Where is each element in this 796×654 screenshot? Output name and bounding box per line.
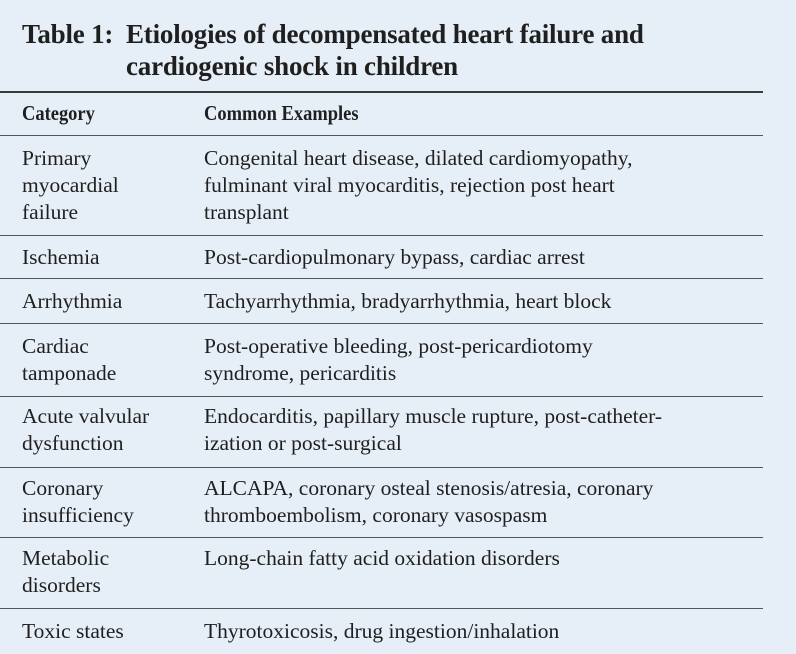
- top-rule: [0, 91, 763, 93]
- row-divider: [0, 537, 763, 538]
- cell-line: Arrhythmia: [22, 289, 123, 313]
- row-divider: [0, 467, 763, 468]
- cell-line: Acute valvular: [22, 404, 150, 428]
- cell-line: Long-chain fatty acid oxidation disorders: [204, 546, 560, 570]
- cell-line: thromboembolism, coronary vasospasm: [204, 503, 548, 527]
- row-divider: [0, 396, 763, 397]
- cell-line: failure: [22, 200, 79, 224]
- title-line-1: [22, 18, 782, 50]
- cell-line: fulminant viral myocarditis, rejection post heart: [204, 173, 615, 197]
- cell-line: Metabolic: [22, 546, 110, 570]
- cell-line: myocardial: [22, 173, 119, 197]
- header-category: Category: [22, 101, 95, 125]
- row-6-examples: [204, 475, 764, 529]
- cell-line: Primary: [22, 146, 92, 170]
- cell-line: ALCAPA, coronary osteal stenosis/atresia, coronary: [204, 476, 654, 500]
- cell-line: tamponade: [22, 361, 117, 385]
- row-8-category: [22, 618, 192, 645]
- row-1-examples: [204, 145, 764, 226]
- cell-line: ization or post-surgical: [204, 431, 402, 455]
- cell-line: dysfunction: [22, 431, 124, 455]
- row-1-category: [22, 145, 192, 226]
- row-4-category: [22, 333, 192, 387]
- cell-line: insufficiency: [22, 503, 134, 527]
- cell-line: syndrome, pericarditis: [204, 361, 397, 385]
- cell-line: Congenital heart disease, dilated cardiomyopathy,: [204, 146, 633, 170]
- cell-line: transplant: [204, 200, 289, 224]
- row-divider: [0, 278, 763, 279]
- row-5-examples: [204, 403, 764, 457]
- table-title: [22, 18, 782, 82]
- row-3-examples: [204, 288, 764, 315]
- cell-line: Thyrotoxicosis, drug ingestion/inhalation: [204, 619, 560, 643]
- row-7-examples: [204, 545, 764, 572]
- row-5-category: [22, 403, 192, 457]
- cell-line: Cardiac: [22, 334, 89, 358]
- header-common-examples: Common Examples: [204, 101, 359, 125]
- title-text-line-2: cardiogenic shock in children: [126, 51, 458, 81]
- cell-line: Toxic states: [22, 619, 124, 643]
- cell-line: Post-cardiopulmonary bypass, cardiac arrest: [204, 245, 585, 269]
- row-7-category: [22, 545, 192, 599]
- row-divider: [0, 608, 763, 609]
- cell-line: Coronary: [22, 476, 104, 500]
- cell-line: Ischemia: [22, 245, 100, 269]
- table-number-label: Table 1:: [22, 19, 114, 49]
- title-text-line-1: Etiologies of decompensated heart failure and: [126, 19, 644, 49]
- row-divider: [0, 323, 763, 324]
- row-8-examples: [204, 618, 764, 645]
- header-rule: [0, 135, 763, 136]
- cell-line: Tachyarrhythmia, bradyarrhythmia, heart block: [204, 289, 612, 313]
- row-4-examples: [204, 333, 764, 387]
- row-2-category: [22, 244, 192, 271]
- row-6-category: [22, 475, 192, 529]
- cell-line: Post-operative bleeding, post-pericardiotomy: [204, 334, 593, 358]
- cell-line: Endocarditis, papillary muscle rupture, post-catheter-: [204, 404, 663, 428]
- row-divider: [0, 235, 763, 236]
- row-3-category: [22, 288, 192, 315]
- row-2-examples: [204, 244, 764, 271]
- cell-line: disorders: [22, 573, 101, 597]
